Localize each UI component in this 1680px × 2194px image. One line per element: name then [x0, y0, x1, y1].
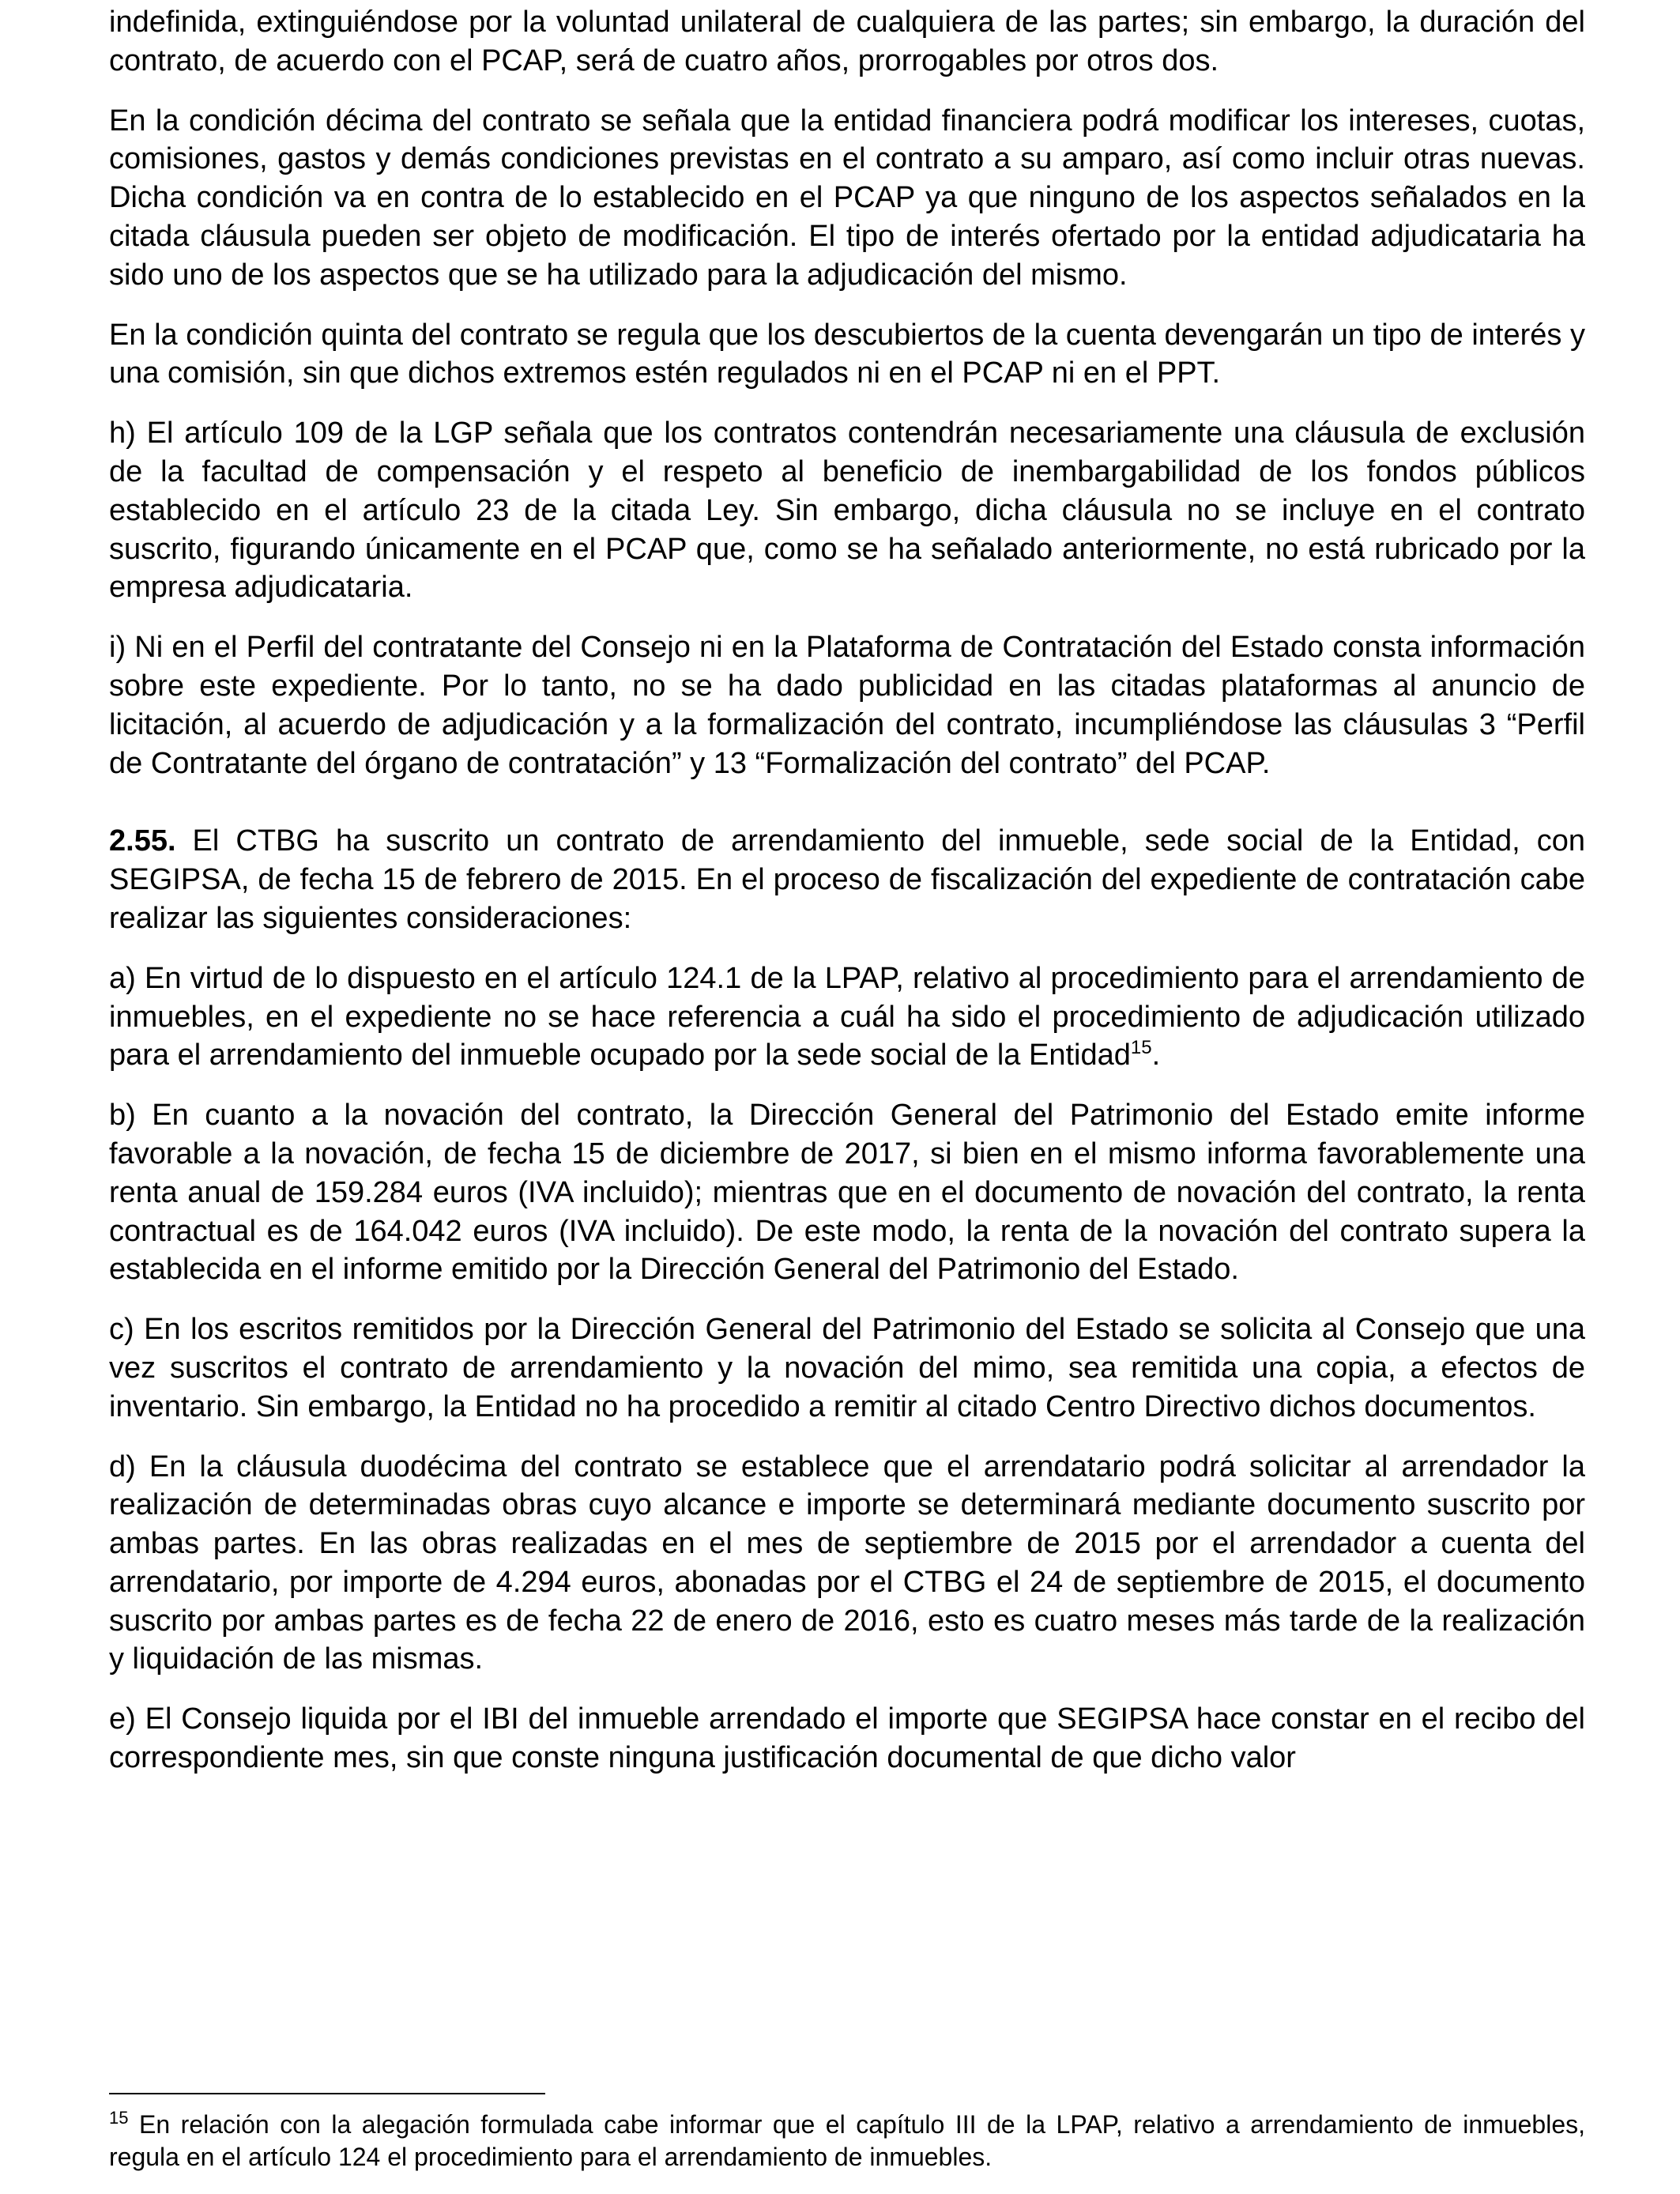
paragraph-item-h: h) El artículo 109 de la LGP señala que los contratos contendrán necesariamente una cláusula de exclusión de la facultad de compensación y el respeto al beneficio de inembargabilidad de los fondos públicos establecido en el artículo 23 de la citada Ley. Sin embargo, dicha cláusula no se incluye en el contrato suscrito, figurando únicamente en el PCAP que, como se ha señalado anteriormente, no está rubricado por la empresa adjudicataria.	[109, 417, 1585, 605]
paragraph-item-b: b) En cuanto a la novación del contrato, la Dirección General del Patrimonio del Estado emite informe favorable a la novación, de fecha 15 de diciembre de 2017, si bien en el mismo informa favorablemente una renta anual de 159.284 euros (IVA incluido); mientras que en el documento de novación del contrato, la renta contractual es de 164.042 euros (IVA incluido). De este modo, la renta de la novación del contrato supera la establecida en el informe emitido por la Dirección General del Patrimonio del Estado.	[109, 1099, 1585, 1287]
paragraph-item-c: c) En los escritos remitidos por la Dirección General del Patrimonio del Estado se solicita al Consejo que una vez suscritos el contrato de arrendamiento y la novación del mimo, sea remitida una copia, a efectos de inventario. Sin embargo, la Entidad no ha procedido a remitir al citado Centro Directivo dichos documentos.	[109, 1313, 1585, 1423]
footnote-number: 15	[109, 2108, 129, 2128]
footnote-reference: 15	[1130, 1037, 1152, 1059]
paragraph-contract-duration: indefinida, extinguiéndose por la voluntad unilateral de cualquiera de las partes; sin embargo, la duración del contrato, de acuerdo con el PCAP, será de cuatro años, prorrogables por otros dos.	[109, 6, 1585, 77]
section-number: 2.55.	[109, 824, 176, 858]
item-a-text: a) En virtud de lo dispuesto en el artículo 124.1 de la LPAP, relativo al procedimiento para el arrendamiento de inmuebles, en el expediente no se hace referencia a cuál ha sido el procedimiento de adjudicación utilizado para el arrendamiento del inmueble ocupado por la sede social de la Entidad	[109, 961, 1585, 1072]
item-a-end: .	[1151, 1039, 1161, 1072]
paragraph-section-2-55	[109, 822, 1585, 937]
paragraph-tenth-condition: En la condición décima del contrato se señala que la entidad financiera podrá modificar los intereses, cuotas, comisiones, gastos y demás condiciones previstas en el contrato a su amparo, así como incluir otras nuevas. Dicha condición va en contra de lo establecido en el PCAP ya que ninguno de los aspectos señalados en la citada cláusula pueden ser objeto de modificación. El tipo de interés ofertado por la entidad adjudicataria ha sido uno de los aspectos que se ha utilizado para la adjudicación del mismo.	[109, 104, 1585, 292]
paragraph-fifth-condition: En la condición quinta del contrato se regula que los descubiertos de la cuenta devengarán un tipo de interés y una comisión, sin que dichos extremos estén regulados ni en el PCAP ni en el PPT.	[109, 318, 1585, 390]
footnote	[109, 2109, 1585, 2173]
document-body	[109, 3, 1585, 1799]
footnote-separator	[109, 2093, 545, 2094]
footnote-text: En relación con la alegación formulada cabe informar que el capítulo III de la LPAP, relativo a arrendamiento de inmuebles, regula en el artículo 124 el procedimiento para el arrendamiento de inmuebles.	[109, 2110, 1585, 2171]
section-text: El CTBG ha suscrito un contrato de arrendamiento del inmueble, sede social de la Entidad, con SEGIPSA, de fecha 15 de febrero de 2015. En el proceso de fiscalización del expediente de contratación cabe realizar las siguientes consideraciones:	[109, 824, 1585, 935]
paragraph-item-a	[109, 959, 1585, 1075]
paragraph-item-d: d) En la cláusula duodécima del contrato se establece que el arrendatario podrá solicitar al arrendador la realización de determinadas obras cuyo alcance e importe se determinará mediante documento suscrito por ambas partes. En las obras realizadas en el mes de septiembre de 2015 por el arrendador a cuenta del arrendatario, por importe de 4.294 euros, abonadas por el CTBG el 24 de septiembre de 2015, el documento suscrito por ambas partes es de fecha 22 de enero de 2016, esto es cuatro meses más tarde de la realización y liquidación de las mismas.	[109, 1449, 1585, 1676]
paragraph-item-i: i) Ni en el Perfil del contratante del Consejo ni en la Plataforma de Contratación del Estado consta información sobre este expediente. Por lo tanto, no se ha dado publicidad en las citadas plataformas al anuncio de licitación, al acuerdo de adjudicación y a la formalización del contrato, incumpliéndose las cláusulas 3 “Perfil de Contratante del órgano de contratación” y 13 “Formalización del contrato” del PCAP.	[109, 631, 1585, 780]
paragraph-item-e: e) El Consejo liquida por el IBI del inmueble arrendado el importe que SEGIPSA hace constar en el recibo del correspondiente mes, sin que conste ninguna justificación documental de que dicho valor	[109, 1702, 1585, 1775]
